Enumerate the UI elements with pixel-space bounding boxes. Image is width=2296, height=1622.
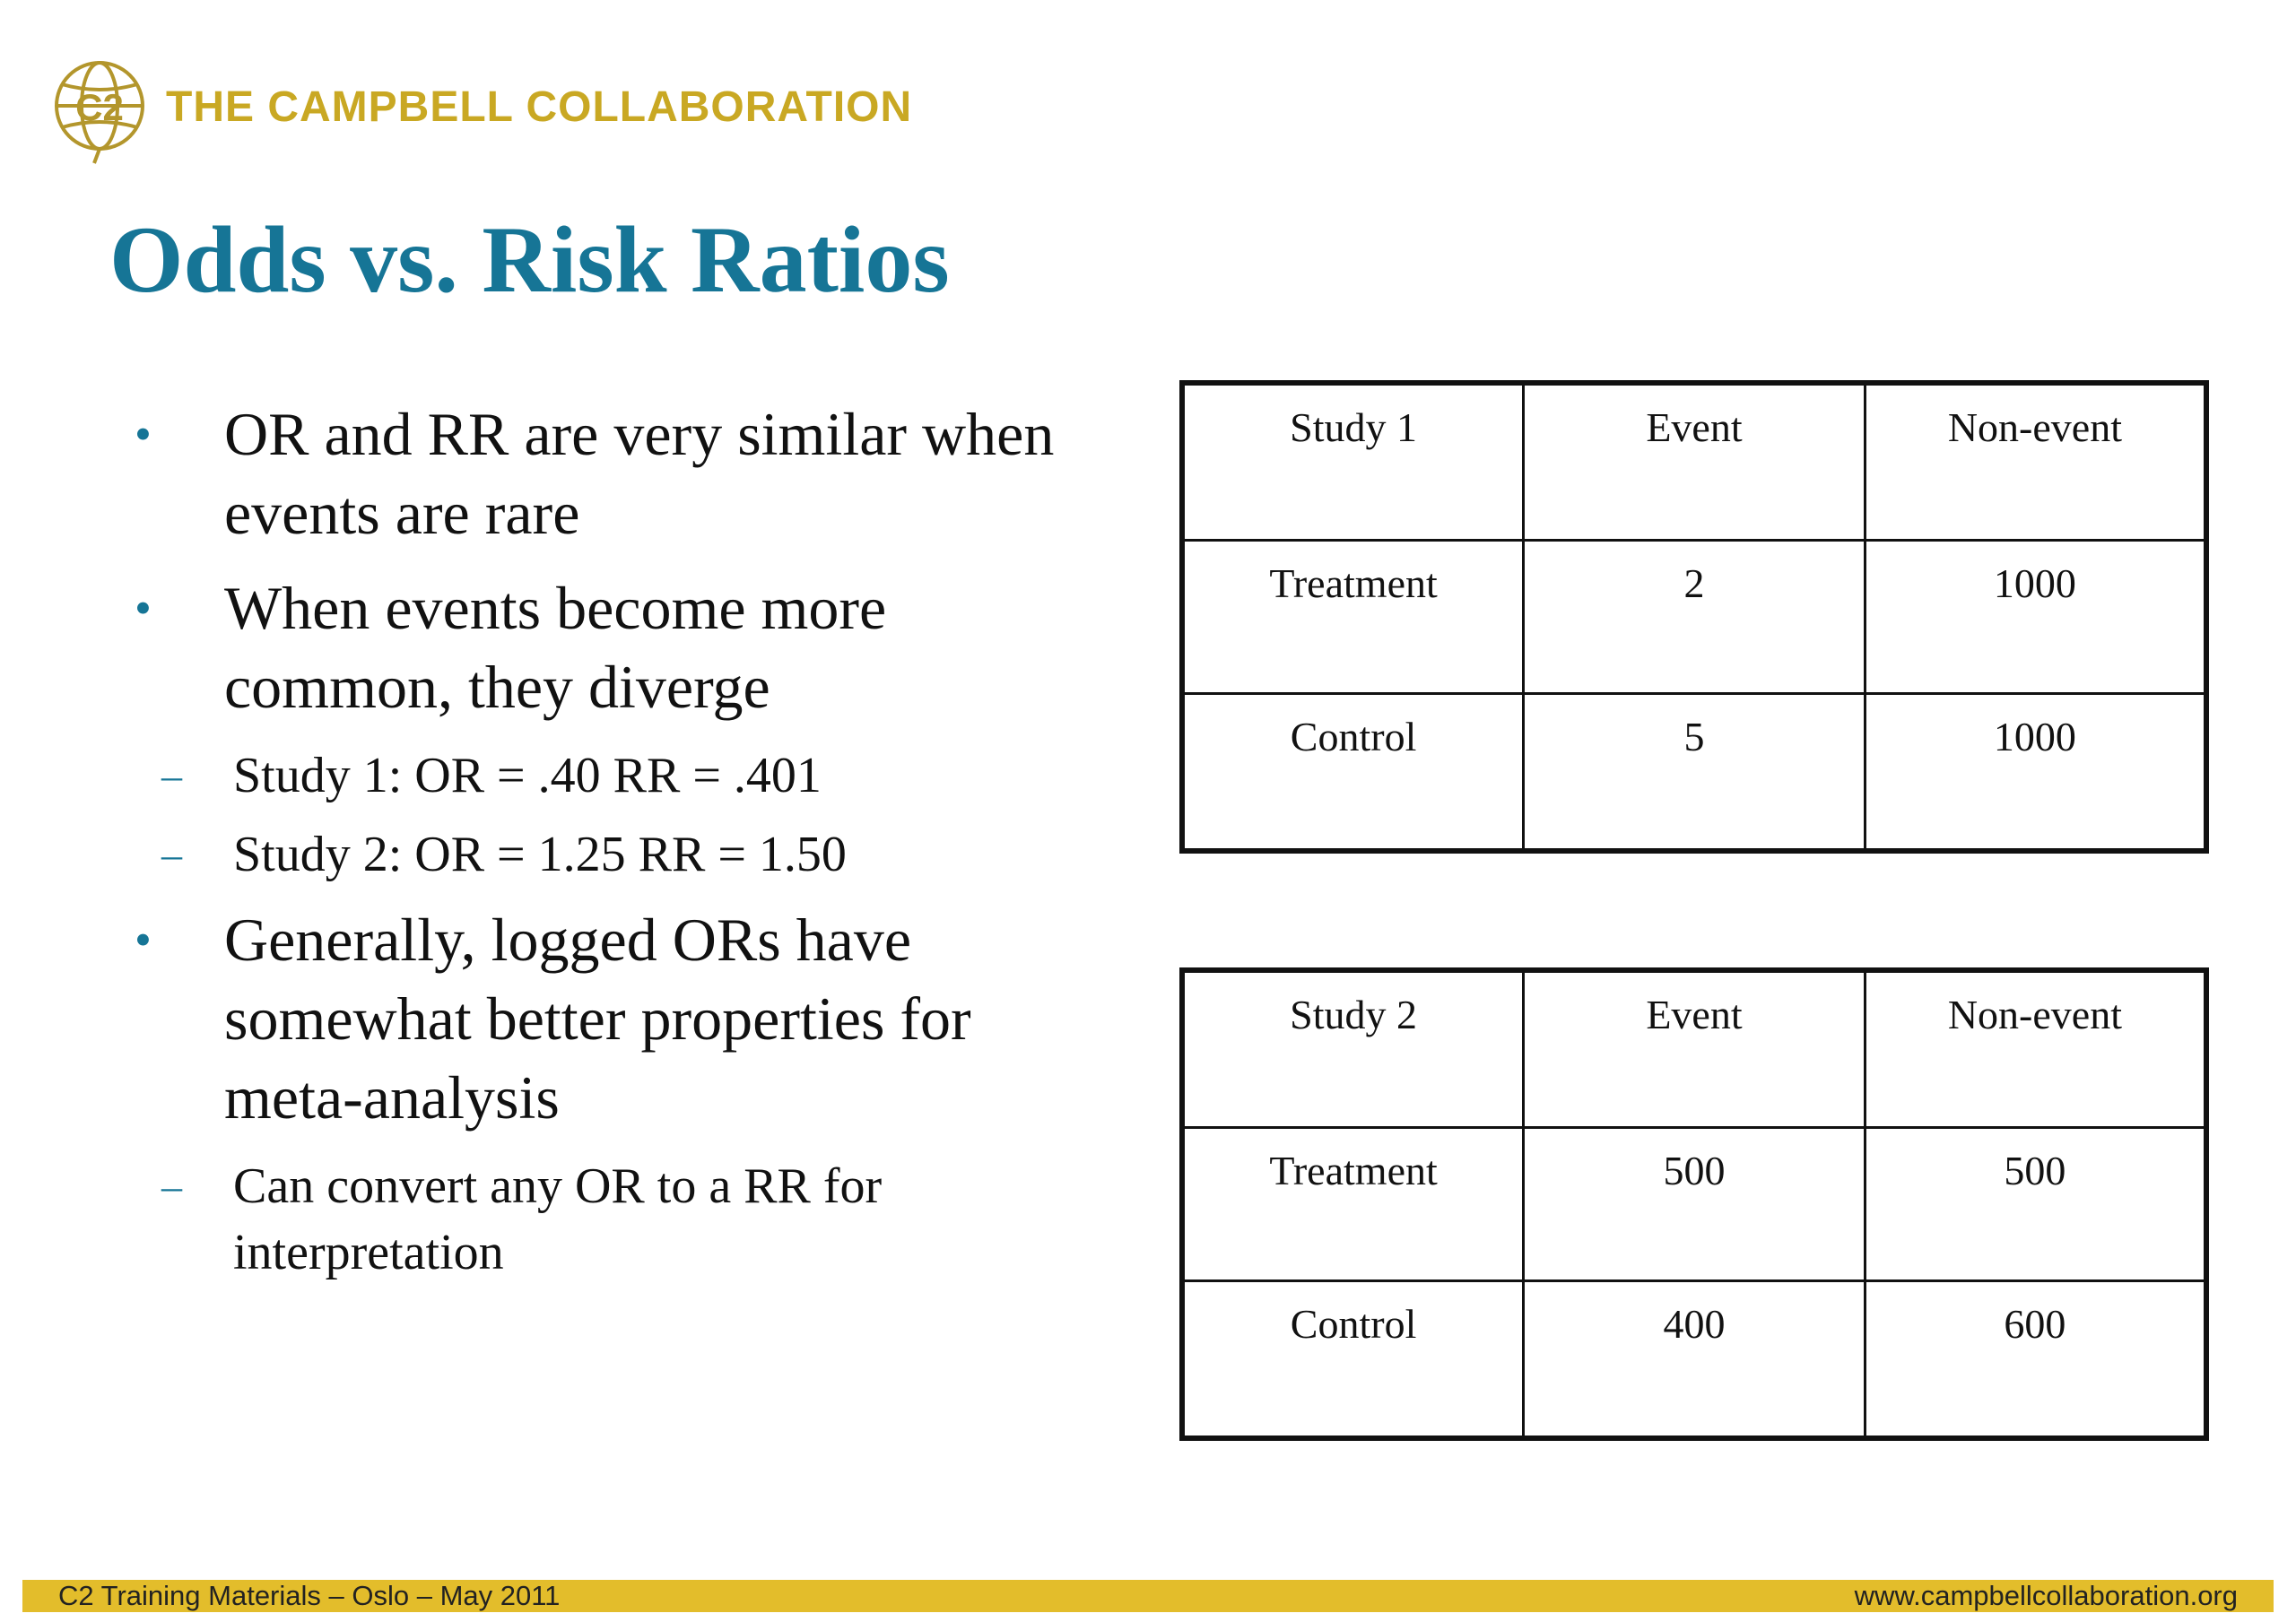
table-row [1182,694,2206,851]
study2-table [1179,967,2209,1441]
table-header-row [1182,383,2206,540]
table-cell: Treatment [1182,540,1524,694]
table-cell: Non-event [1865,383,2206,540]
table-cell: Event [1524,383,1866,540]
svg-text:C2: C2 [75,86,124,128]
table-row [1182,540,2206,694]
table-cell: Event [1524,970,1866,1127]
table-cell: Treatment [1182,1127,1524,1281]
sub-bullet-item: – Study 2: OR = 1.25 RR = 1.50 [45,821,1121,888]
table-cell: 2 [1524,540,1866,694]
bullet-item: • Generally, logged ORs have somewhat better properties for meta-analysis [135,900,1121,1137]
sub-bullet-item: – Can convert any OR to a RR for interpretation [45,1153,1121,1286]
study1-table [1179,380,2209,854]
table-cell: Control [1182,694,1524,851]
table-cell: 500 [1524,1127,1866,1281]
table-cell: 1000 [1865,540,2206,694]
table-cell: 1000 [1865,694,2206,851]
table-row [1182,1281,2206,1438]
footer-url: www.campbellcollaboration.org [1854,1580,2238,1611]
table-cell: 600 [1865,1281,2206,1438]
table-cell: Control [1182,1281,1524,1438]
table-cell: Non-event [1865,970,2206,1127]
table-cell: 400 [1524,1281,1866,1438]
footer-bar [22,1580,2274,1612]
sub-bullet-item: – Study 1: OR = .40 RR = .401 [45,742,1121,809]
table-header-row [1182,970,2206,1127]
bullet-list [135,395,1121,1298]
footer-left-text: C2 Training Materials – Oslo – May 2011 [58,1580,561,1611]
brand-name: THE CAMPBELL COLLABORATION [166,83,913,131]
table-row [1182,1127,2206,1281]
table-cell: Study 2 [1182,970,1524,1127]
table-cell: Study 1 [1182,383,1524,540]
slide-title: Odds vs. Risk Ratios [109,207,950,312]
table-cell: 500 [1865,1127,2206,1281]
table-cell: 5 [1524,694,1866,851]
bullet-item: • When events become more common, they diverge [135,568,1121,726]
globe-logo-icon [49,56,150,165]
bullet-item: • OR and RR are very similar when events are rare [135,395,1121,552]
